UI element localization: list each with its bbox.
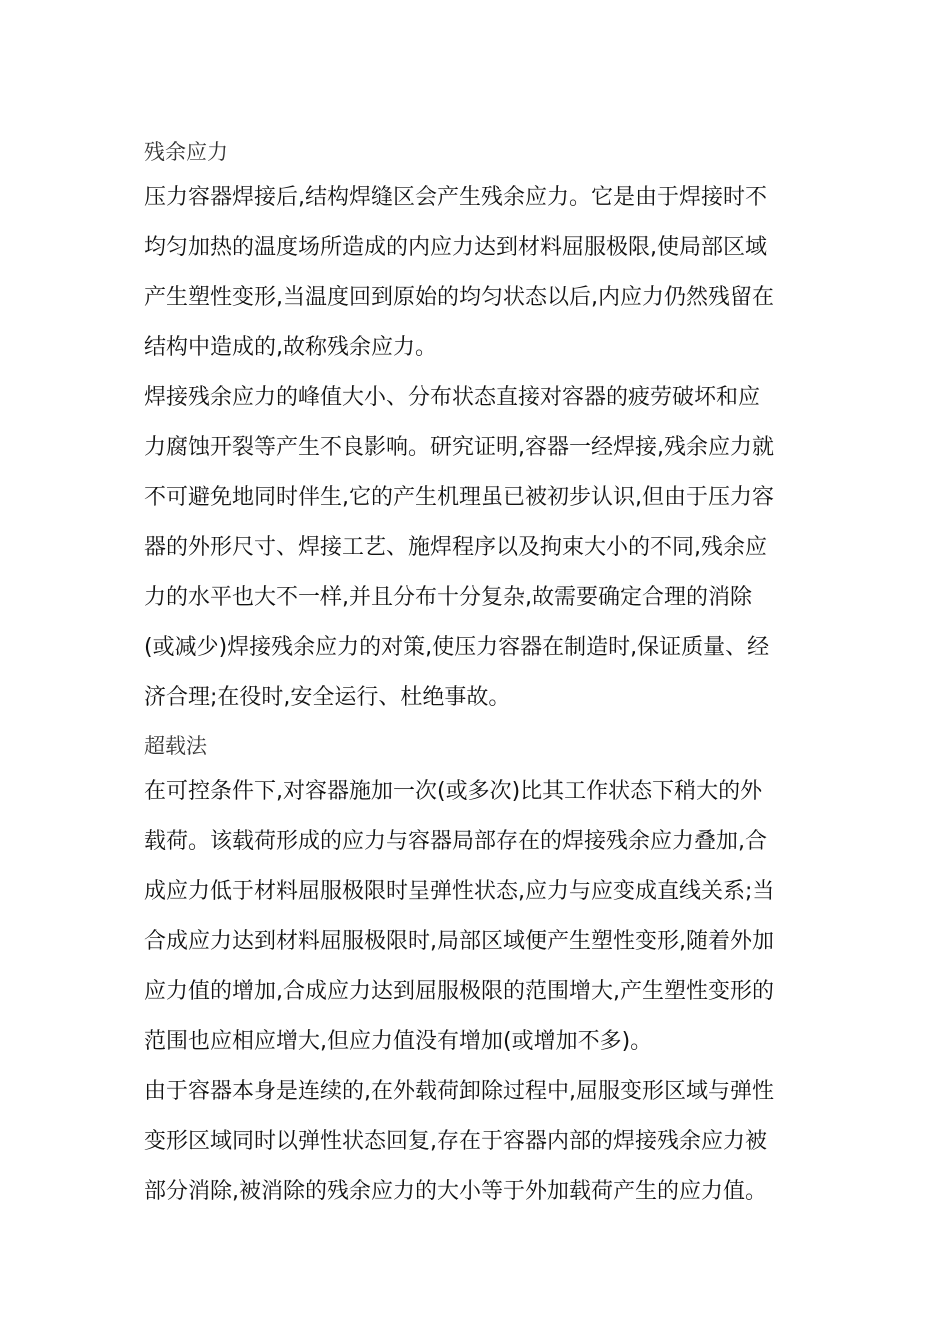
text-line: 济合理;在役时,安全运行、杜绝事故。 xyxy=(144,685,511,710)
paragraph-overload-method-unloading xyxy=(144,1067,809,1217)
text-line: 变形区域同时以弹性状态回复,存在于容器内部的焊接残余应力被 xyxy=(144,1129,767,1154)
text-line: 器的外形尺寸、焊接工艺、施焊程序以及拘束大小的不同,残余应 xyxy=(144,535,767,560)
text-line: 焊接残余应力的峰值大小、分布状态直接对容器的疲劳破坏和应 xyxy=(144,385,761,410)
text-line: 均匀加热的温度场所造成的内应力达到材料屈服极限,使局部区域 xyxy=(144,235,767,260)
section-heading-overload-method: 超载法 xyxy=(144,734,207,758)
paragraph-residual-stress-definition xyxy=(144,173,809,373)
text-line: 由于容器本身是连续的,在外载荷卸除过程中,屈服变形区域与弹性 xyxy=(144,1079,774,1104)
text-line: 载荷。该载荷形成的应力与容器局部存在的焊接残余应力叠加,合 xyxy=(144,829,767,854)
text-line: 成应力低于材料屈服极限时呈弹性状态,应力与应变成直线关系;当 xyxy=(144,879,775,904)
text-line: 力的水平也大不一样,并且分布十分复杂,故需要确定合理的消除 xyxy=(144,585,752,610)
paragraph-overload-method-principle xyxy=(144,767,809,1067)
text-line: (或减少)焊接残余应力的对策,使压力容器在制造时,保证质量、经 xyxy=(144,635,770,660)
text-line: 部分消除,被消除的残余应力的大小等于外加载荷产生的应力值。 xyxy=(144,1179,767,1204)
text-line: 结构中造成的,故称残余应力。 xyxy=(144,335,437,360)
text-line: 产生塑性变形,当温度回到原始的均匀状态以后,内应力仍然残留在 xyxy=(144,285,774,310)
text-line: 不可避免地同时伴生,它的产生机理虽已被初步认识,但由于压力容 xyxy=(144,485,774,510)
text-line: 应力值的增加,合成应力达到屈服极限的范围增大,产生塑性变形的 xyxy=(144,979,774,1004)
paragraph-residual-stress-effects xyxy=(144,373,809,723)
document-body xyxy=(144,133,809,1217)
text-line: 压力容器焊接后,结构焊缝区会产生残余应力。它是由于焊接时不 xyxy=(144,185,767,210)
text-line: 力腐蚀开裂等产生不良影响。研究证明,容器一经焊接,残余应力就 xyxy=(144,435,774,460)
text-line: 范围也应相应增大,但应力值没有增加(或增加不多)。 xyxy=(144,1029,653,1054)
section-heading-residual-stress: 残余应力 xyxy=(144,140,228,164)
text-line: 在可控条件下,对容器施加一次(或多次)比其工作状态下稍大的外 xyxy=(144,779,763,804)
text-line: 合成应力达到材料屈服极限时,局部区域便产生塑性变形,随着外加 xyxy=(144,929,774,954)
